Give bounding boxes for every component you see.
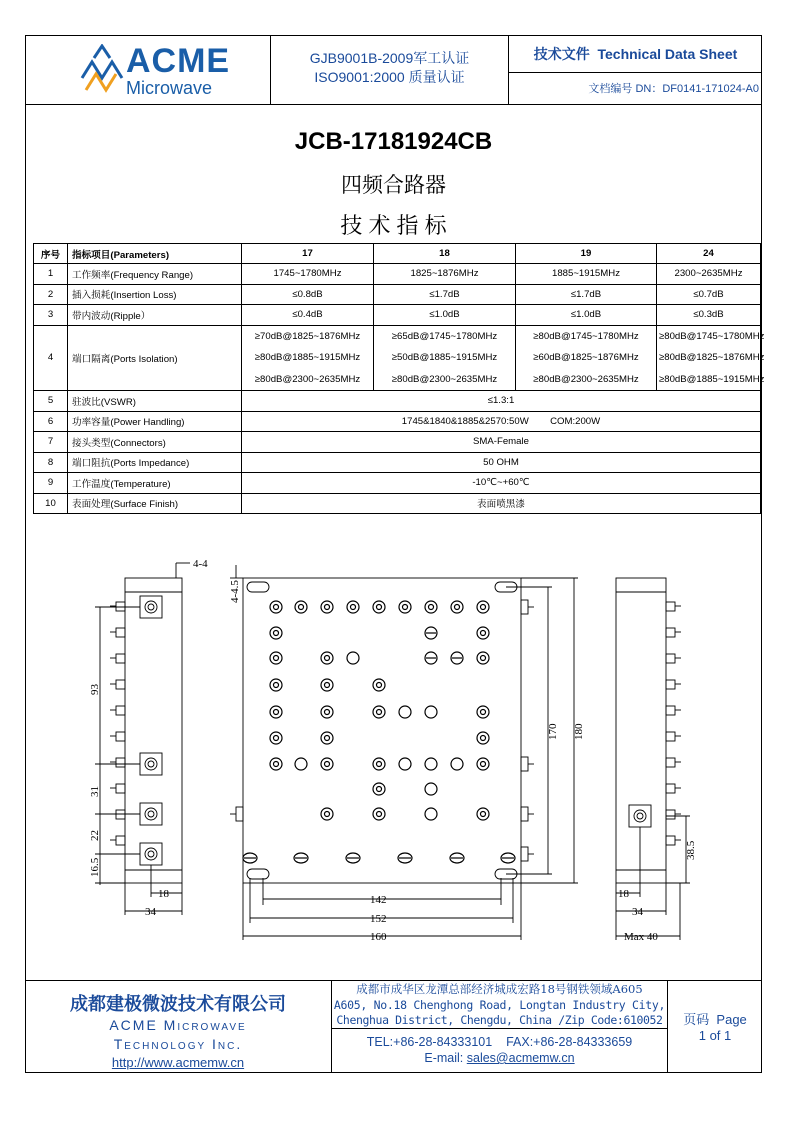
iso-line: ≥80dB@2300~2635MHz [533,373,639,385]
right-view-connectors [666,602,681,845]
row-value: 表面喷黑漆 [242,493,761,514]
isolation-col-24 [657,325,765,391]
footer-company-cn: 成都建极微波技术有限公司 [70,994,286,1014]
row-value: ≤1.0dB [516,305,657,326]
isolation-col-17 [242,325,374,391]
row-no: 2 [34,284,68,305]
dim-18-right: 18 [618,888,629,900]
dim-34-right: 34 [632,906,643,918]
row-no: 3 [34,305,68,326]
dim-152: 152 [370,913,387,925]
header-divider-h [508,72,762,73]
left-view-ports [140,596,162,865]
header-24: 24 [657,244,761,264]
row-no: 6 [34,411,68,432]
tuning-screws [243,601,515,863]
right-view-body [616,578,666,883]
isolation-col-19 [516,325,657,391]
left-view-body [125,578,182,883]
iso-line: ≥80dB@2300~2635MHz [391,373,498,385]
model-title: JCB-17181924CB [294,128,493,155]
dim-22: 22 [89,830,101,841]
iso-line: ≥65dB@1745~1780MHz [391,330,498,342]
table-row [34,473,761,494]
table-header-row [34,244,761,264]
table-row [34,411,761,432]
website-link[interactable]: http://www.acmemw.cn [111,1055,245,1070]
email-label: E-mail: [424,1051,467,1065]
table-row-isolation [34,325,761,391]
addr-en-1: A605, No.18 Chenghong Road, Longtan Industry City, [333,997,666,1012]
dim-34-left: 34 [145,906,156,918]
doc-number: 文档编号 DN：DF0141-171024-A0 [588,83,759,95]
table-row [34,452,761,473]
footer-email [332,1050,667,1066]
row-value: -10℃~+60℃ [242,473,761,494]
cert-gjb: GJB9001B-2009军工认证 [309,50,470,66]
dim-142: 142 [370,894,387,906]
iso-line: ≥80dB@1745~1780MHz [659,330,765,342]
addr-en-2: Chenghua District, Chengdu, China /Zip Code:610052 [336,1013,663,1027]
row-value: ≤1.0dB [374,305,516,326]
row-no: 4 [34,325,68,391]
dim-180: 180 [573,723,585,740]
dim-93: 93 [89,684,101,695]
row-param: 表面处理(Surface Finish) [68,493,242,514]
dim-38.5: 38.5 [685,840,697,860]
isolation-col-18 [374,325,516,391]
screw-row-1 [270,601,489,613]
row-value: 1745~1780MHz [242,264,374,285]
addr-cn: 成都市成华区龙潭总部经济城成宏路18号钢铁领域A605 [356,982,643,996]
dim-max40: Max 40 [624,931,658,943]
dim-31: 31 [89,786,101,797]
footer-tel-fax: TEL:+86-28-84333101 FAX:+86-28-84333659 [366,1035,633,1049]
doc-type: 技术文件 Technical Data Sheet [533,46,738,62]
screw-row-bottom [243,853,515,863]
table-row [34,264,761,285]
header-19: 19 [516,244,657,264]
page-value: 1 of 1 [698,1028,732,1043]
row-param: 功率容量(Power Handling) [68,411,242,432]
row-value: 50 OHM [242,452,761,473]
iso-line: ≥50dB@1885~1915MHz [391,352,498,363]
footer-company-en2: Technology Inc. [113,1036,243,1052]
logo-text: ACME [126,42,231,80]
row-no: 8 [34,452,68,473]
row-param: 驻波比(VSWR) [68,391,242,412]
main-view-body [243,578,521,883]
row-value: ≤0.4dB [242,305,374,326]
iso-line: ≥80dB@1745~1780MHz [533,330,639,342]
spec-table [33,243,765,514]
row-param: 插入损耗(Insertion Loss) [68,284,242,305]
mechanical-drawing [80,555,780,955]
cert-iso: ISO9001:2000 质量认证 [314,69,465,85]
iso-line: ≥80dB@2300~2635MHz [254,373,361,385]
footer-top-line [25,980,762,981]
row-no: 5 [34,391,68,412]
logo-subtext: Microwave [126,78,213,98]
row-no: 7 [34,432,68,453]
left-view-connectors [110,602,125,845]
iso-line: ≥70dB@1825~1876MHz [254,330,361,342]
header-17: 17 [242,244,374,264]
company-logo [80,42,240,98]
dim-16.5: 16.5 [89,857,101,877]
row-value: ≤0.8dB [242,284,374,305]
spec-subtitle: 技 术 指 标 [340,213,447,238]
table-row [34,493,761,514]
footer-company-en1: ACME Microwave [109,1017,247,1033]
row-param: 端口阻抗(Ports Impedance) [68,452,242,473]
screw-rows-middle [270,627,489,820]
dim-160: 160 [370,931,387,943]
dim-4-4.5: 4-4.5 [229,580,241,603]
row-param: 带内波动(Ripple） [68,305,242,326]
row-param: 接头类型(Connectors) [68,432,242,453]
table-row [34,391,761,412]
logo-mark-icon [80,44,124,96]
row-value: 2300~2635MHz [657,264,761,285]
row-no: 9 [34,473,68,494]
row-value: ≤1.7dB [374,284,516,305]
email-link[interactable]: sales@acmemw.cn [466,1051,575,1065]
iso-line: ≥80dB@1885~1915MHz [254,352,361,363]
row-value: SMA-Female [242,432,761,453]
certification-block [271,49,508,87]
footer-address [332,982,667,1029]
table-row [34,284,761,305]
table-row [34,432,761,453]
row-no: 1 [34,264,68,285]
table-row [34,305,761,326]
page-label: 页码 Page [683,1012,747,1027]
row-value: 1825~1876MHz [374,264,516,285]
iso-line: ≥60dB@1825~1876MHz [533,352,639,363]
row-no: 10 [34,493,68,514]
footer-contact [332,1034,667,1066]
row-value: ≤1.7dB [516,284,657,305]
footer-website-link[interactable] [25,1055,331,1070]
page-number [668,1012,762,1044]
header-divider-bottom [25,104,762,105]
row-value: 1745&1840&1885&2570:50W COM:200W [242,411,761,432]
dim-4-4: 4-4 [193,558,208,570]
header-param: 指标项目(Parameters) [68,244,242,264]
row-value: 1885~1915MHz [516,264,657,285]
product-name: 四频合路器 [341,174,446,197]
iso-line: ≥80dB@1825~1876MHz [659,352,765,363]
dim-170: 170 [547,723,559,740]
header-no: 序号 [34,244,68,264]
row-param: 端口隔离(Ports Isolation) [68,325,242,391]
row-value: ≤1.3:1 [242,391,761,412]
dim-18-left: 18 [158,888,169,900]
row-param: 工作温度(Temperature) [68,473,242,494]
header-18: 18 [374,244,516,264]
iso-line: ≥80dB@1885~1915MHz [659,373,765,385]
row-value: ≤0.3dB [657,305,761,326]
row-value: ≤0.7dB [657,284,761,305]
row-param: 工作频率(Frequency Range) [68,264,242,285]
